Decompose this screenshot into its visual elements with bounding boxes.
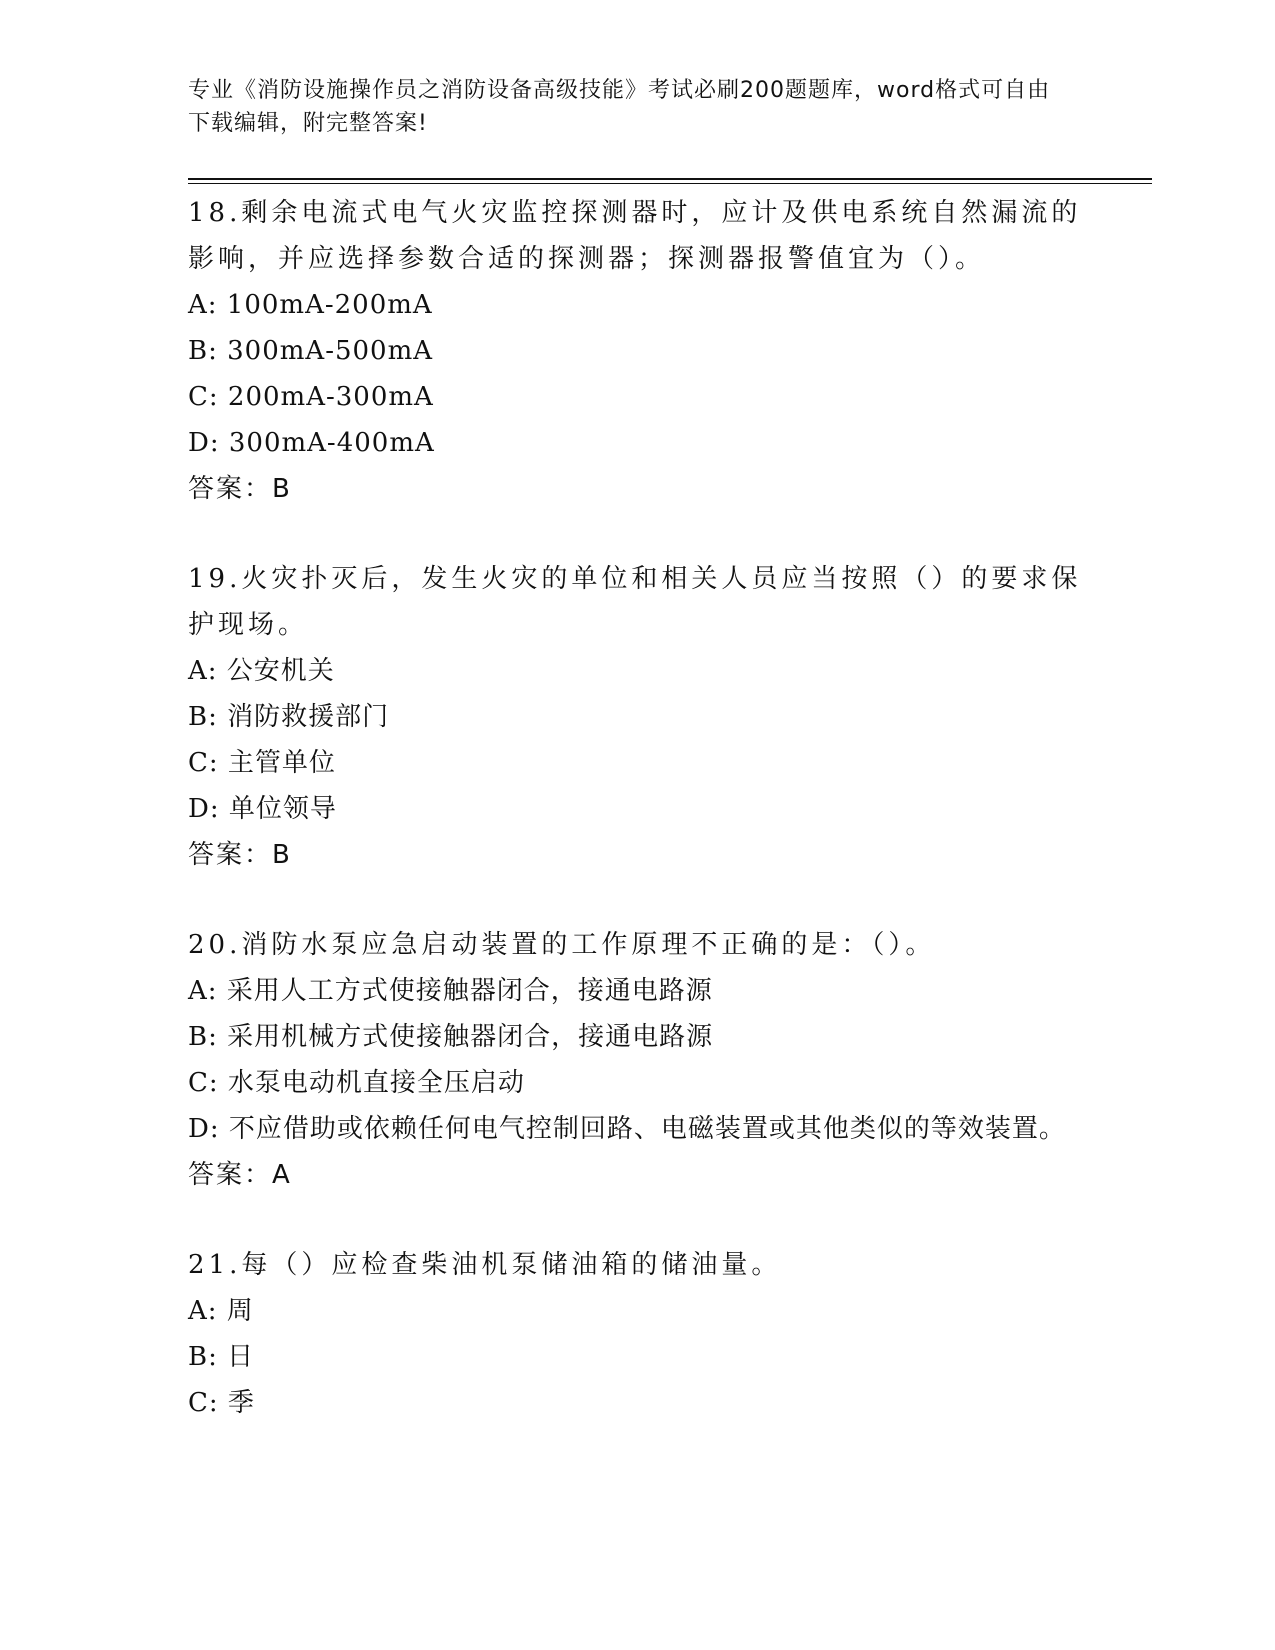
question-19 bbox=[188, 556, 1088, 878]
option-a: A: 100mA-200mA bbox=[188, 290, 433, 320]
option-c: C: 200mA-300mA bbox=[188, 382, 434, 412]
option-a: A: 周 bbox=[188, 1296, 254, 1326]
option-b: B: 300mA-500mA bbox=[188, 336, 434, 366]
question-list bbox=[188, 190, 1088, 1470]
question-stem: 19.火灾扑灭后，发生火灾的单位和相关人员应当按照（）的要求保护现场。 bbox=[188, 564, 1082, 640]
option-d: D: 300mA-400mA bbox=[188, 428, 435, 458]
question-21 bbox=[188, 1242, 1088, 1426]
question-18 bbox=[188, 190, 1088, 512]
question-stem: 21.每（）应检查柴油机泵储油箱的储油量。 bbox=[188, 1250, 782, 1280]
question-stem: 18.剩余电流式电气火灾监控探测器时，应计及供电系统自然漏流的影响，并应选择参数合适的探测器；探测器报警值宜为（）。 bbox=[188, 198, 1082, 274]
option-a: A: 采用人工方式使接触器闭合，接通电路源 bbox=[188, 976, 713, 1006]
option-d: D: 单位领导 bbox=[188, 794, 337, 824]
option-c: C: 水泵电动机直接全压启动 bbox=[188, 1068, 525, 1098]
option-b: B: 消防救援部门 bbox=[188, 702, 390, 732]
document-header: 专业《消防设施操作员之消防设备高级技能》考试必刷200题题库，word格式可自由下载编辑，附完整答案! bbox=[188, 78, 1051, 136]
option-c: C: 季 bbox=[188, 1388, 255, 1418]
question-stem: 20.消防水泵应急启动装置的工作原理不正确的是：（）。 bbox=[188, 930, 936, 960]
option-b: B: 采用机械方式使接触器闭合，接通电路源 bbox=[188, 1022, 714, 1052]
header-divider-thick bbox=[188, 178, 1152, 180]
option-b: B: 日 bbox=[188, 1342, 255, 1372]
header-divider-thin bbox=[188, 183, 1152, 184]
option-a: A: 公安机关 bbox=[188, 656, 335, 686]
answer-label: 答案：B bbox=[188, 474, 292, 504]
answer-label: 答案：B bbox=[188, 840, 292, 870]
question-20 bbox=[188, 922, 1088, 1198]
option-c: C: 主管单位 bbox=[188, 748, 336, 778]
answer-label: 答案：A bbox=[188, 1160, 292, 1190]
option-d: D: 不应借助或依赖任何电气控制回路、电磁装置或其他类似的等效装置。 bbox=[188, 1114, 1066, 1144]
